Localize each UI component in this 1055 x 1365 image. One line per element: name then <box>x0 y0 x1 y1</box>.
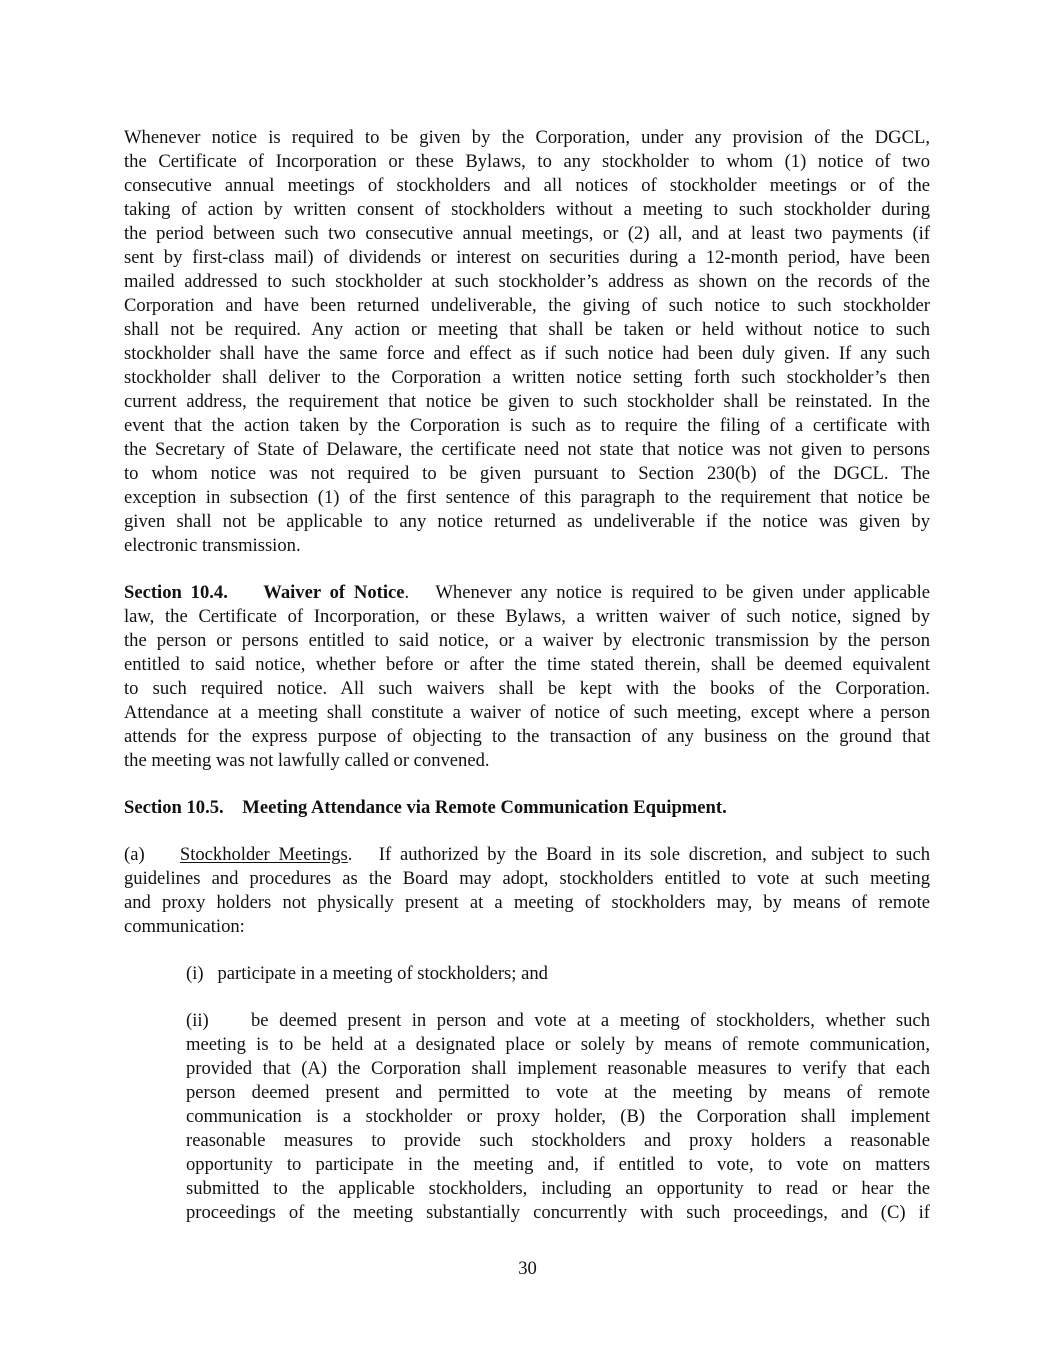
text-line: event that the action taken by the Corporation is such as to require the filing of a certificate with <box>124 415 930 436</box>
section-text: . Whenever any notice is required to be given under applicable <box>404 582 931 603</box>
text-line: stockholder shall have the same force and effect as if such notice had been duly given. If any such <box>124 343 930 364</box>
list-item-i: (i) participate in a meeting of stockholders; and <box>186 963 548 984</box>
text-line: attends for the express purpose of objecting to the transaction of any business on the ground that <box>124 726 930 747</box>
text-line: communication: <box>124 916 245 937</box>
text-line: provided that (A) the Corporation shall implement reasonable measures to verify that each <box>186 1058 930 1079</box>
text-line: electronic transmission. <box>124 535 301 556</box>
text-line: reasonable measures to provide such stockholders and proxy holders a reasonable <box>186 1130 930 1151</box>
section-number: Section 10.5. <box>124 797 224 818</box>
text-line: Corporation and have been returned undeliverable, the giving of such notice to such stockholder <box>124 295 930 316</box>
text-line: exception in subsection (1) of the first sentence of this paragraph to the requirement that notice be <box>124 487 930 508</box>
subsection-label: (a) <box>124 844 145 865</box>
section-title: Waiver of Notice <box>263 582 405 603</box>
text-line: given shall not be applicable to any notice returned as undeliverable if the notice was given by <box>124 511 930 532</box>
text-line: the Secretary of State of Delaware, the certificate need not state that notice was not given to persons <box>124 439 930 460</box>
text-line: entitled to said notice, whether before or after the time stated therein, shall be deemed equivalent <box>124 654 930 675</box>
text-line: law, the Certificate of Incorporation, or these Bylaws, a written waiver of such notice, signed by <box>124 606 930 627</box>
text-line: Whenever notice is required to be given by the Corporation, under any provision of the DGCL, <box>124 127 930 148</box>
text-line: to whom notice was not required to be given pursuant to Section 230(b) of the DGCL. The <box>124 463 930 484</box>
text-line: communication is a stockholder or proxy holder, (B) the Corporation shall implement <box>186 1106 930 1127</box>
page-number: 30 <box>518 1258 537 1279</box>
section-number: Section 10.4. <box>124 582 228 603</box>
text-line: current address, the requirement that notice be given to such stockholder shall be reinstated. In the <box>124 391 930 412</box>
text-line: guidelines and procedures as the Board may adopt, stockholders entitled to vote at such meeting <box>124 868 930 889</box>
text-line: the Certificate of Incorporation or these Bylaws, to any stockholder to whom (1) notice of two <box>124 151 930 172</box>
text-line: submitted to the applicable stockholders, including an opportunity to read or hear the <box>186 1178 930 1199</box>
text-line: (ii) be deemed present in person and vote at a meeting of stockholders, whether such <box>186 1010 930 1031</box>
text-line: sent by first-class mail) of dividends or interest on securities during a 12-month period, have been <box>124 247 930 268</box>
text-line: shall not be required. Any action or meeting that shall be taken or held without notice to such <box>124 319 930 340</box>
subsection-a-first-line <box>124 843 930 867</box>
section-title: Meeting Attendance via Remote Communication Equipment. <box>242 797 727 818</box>
subsection-heading: Stockholder Meetings <box>179 844 348 865</box>
text-line: to such required notice. All such waivers shall be kept with the books of the Corporation. <box>124 678 930 699</box>
section-10-4-first-line <box>124 581 930 605</box>
subsection-text: . If authorized by the Board in its sole discretion, and subject to such <box>347 844 931 865</box>
text-line: taking of action by written consent of stockholders without a meeting to such stockholder during <box>124 199 930 220</box>
text-line: stockholder shall deliver to the Corporation a written notice setting forth such stockholder’s then <box>124 367 930 388</box>
text-line: the person or persons entitled to said notice, or a waiver by electronic transmission by the person <box>124 630 930 651</box>
text-line: the meeting was not lawfully called or convened. <box>124 750 490 771</box>
text-line: Attendance at a meeting shall constitute a waiver of notice of such meeting, except where a person <box>124 702 930 723</box>
text-line: opportunity to participate in the meeting and, if entitled to vote, to vote on matters <box>186 1154 930 1175</box>
text-line: proceedings of the meeting substantially concurrently with such proceedings, and (C) if <box>186 1202 930 1223</box>
text-line: meeting is to be held at a designated place or solely by means of remote communication, <box>186 1034 930 1055</box>
text-line: mailed addressed to such stockholder at such stockholder’s address as shown on the records of the <box>124 271 930 292</box>
section-10-5-heading <box>124 796 930 820</box>
text-line: person deemed present and permitted to vote at the meeting by means of remote <box>186 1082 930 1103</box>
text-line: and proxy holders not physically present at a meeting of stockholders may, by means of remote <box>124 892 930 913</box>
text-line: consecutive annual meetings of stockholders and all notices of stockholder meetings or of the <box>124 175 930 196</box>
text-line: the period between such two consecutive annual meetings, or (2) all, and at least two payments (if <box>124 223 930 244</box>
